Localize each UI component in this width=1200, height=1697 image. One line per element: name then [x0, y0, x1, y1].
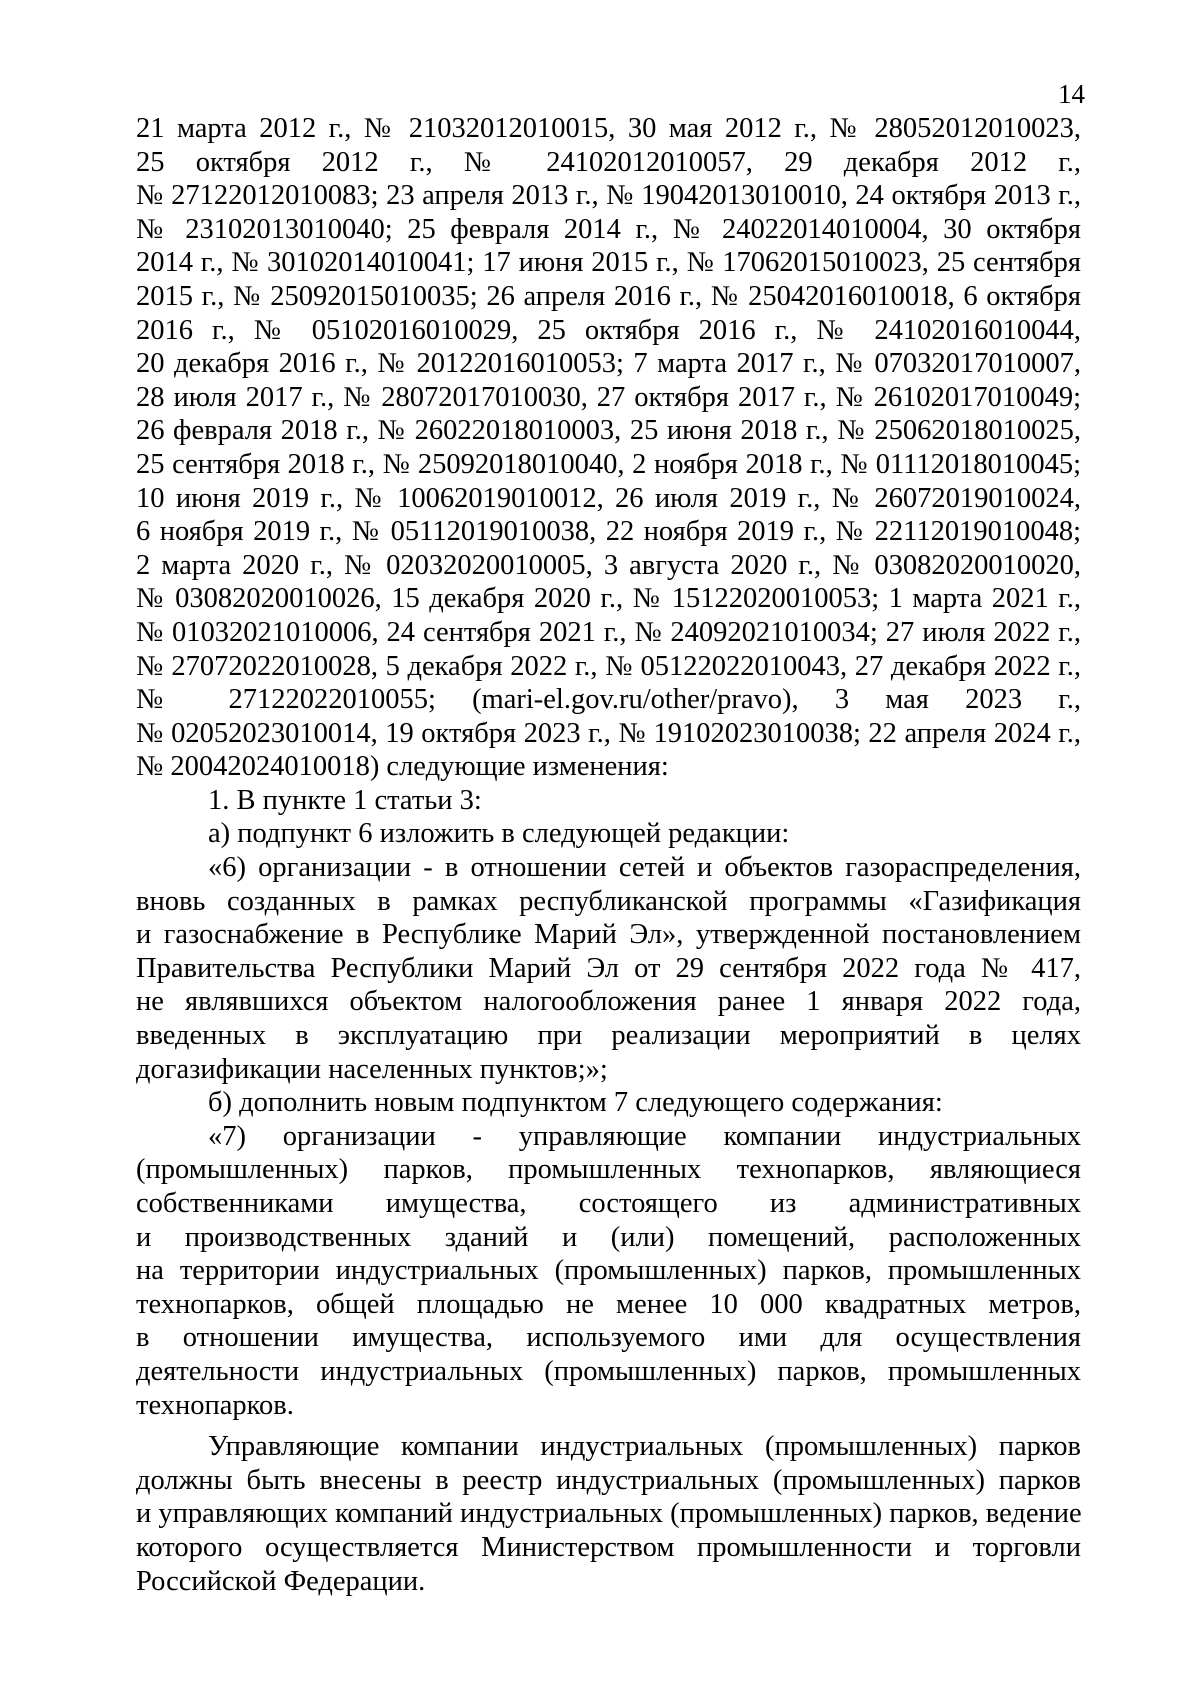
- text-line: деятельности индустриальных (промышленных) парков, промышленных: [136, 1355, 1081, 1387]
- text-line: Российской Федерации.: [136, 1565, 426, 1597]
- text-line: 1. В пункте 1 статьи 3:: [208, 784, 482, 816]
- text-line: № 27072022010028, 5 декабря 2022 г., № 05122022010043, 27 декабря 2022 г.,: [136, 650, 1081, 682]
- text-line: 21 марта 2012 г., № 21032012010015, 30 мая 2012 г., № 28052012010023,: [136, 113, 1081, 144]
- page-number: 14: [1058, 79, 1085, 109]
- text-line: технопарков.: [136, 1389, 294, 1421]
- text-line: и управляющих компаний индустриальных (промышленных) парков, ведение: [136, 1498, 1082, 1530]
- text-line: и производственных зданий и (или) помещений, расположенных: [136, 1221, 1081, 1253]
- text-line: 6 ноября 2019 г., № 05112019010038, 22 ноября 2019 г., № 22112019010048;: [136, 516, 1081, 548]
- text-line: которого осуществляется Министерством промышленности и торговли: [136, 1531, 1081, 1563]
- text-line: 2014 г., № 30102014010041; 17 июня 2015 г., № 17062015010023, 25 сентября: [136, 247, 1081, 279]
- text-line: технопарков, общей площадью не менее 10 000 квадратных метров,: [136, 1288, 1081, 1320]
- text-line: 25 октября 2012 г., № 24102012010057, 29 декабря 2012 г.,: [136, 146, 1081, 178]
- text-line: в отношении имущества, используемого ими для осуществления: [136, 1322, 1081, 1354]
- text-line: догазификации населенных пунктов;»;: [136, 1053, 608, 1085]
- text-line: введенных в эксплуатацию при реализации мероприятий в целях: [136, 1020, 1081, 1052]
- text-line: 26 февраля 2018 г., № 26022018010003, 25 июня 2018 г., № 25062018010025,: [136, 415, 1081, 447]
- text-line: б) дополнить новым подпунктом 7 следующего содержания:: [208, 1087, 943, 1119]
- text-line: № 01032021010006, 24 сентября 2021 г., № 24092021010034; 27 июля 2022 г.,: [136, 616, 1081, 648]
- text-line: не являвшихся объектом налогообложения ранее 1 января 2022 года,: [136, 986, 1081, 1018]
- text-line: 2015 г., № 25092015010035; 26 апреля 2016 г., № 25042016010018, 6 октября: [136, 280, 1081, 312]
- text-line: 20 декабря 2016 г., № 20122016010053; 7 марта 2017 г., № 07032017010007,: [136, 348, 1081, 380]
- text-line: на территории индустриальных (промышленных) парков, промышленных: [136, 1255, 1081, 1287]
- text-line: собственниками имущества, состоящего из административных: [136, 1188, 1081, 1219]
- text-line: вновь созданных в рамках республиканской программы «Газификация: [136, 885, 1081, 917]
- text-line: Правительства Республики Марий Эл от 29 сентября 2022 года № 417,: [136, 952, 1081, 984]
- text-line: № 27122012010083; 23 апреля 2013 г., № 19042013010010, 24 октября 2013 г.,: [136, 180, 1081, 212]
- text-line: Управляющие компании индустриальных (промышленных) парков: [208, 1431, 1081, 1463]
- text-line: 25 сентября 2018 г., № 25092018010040, 2 ноября 2018 г., № 01112018010045;: [136, 448, 1081, 480]
- text-line: № 23102013010040; 25 февраля 2014 г., № 24022014010004, 30 октября: [136, 213, 1081, 245]
- text-line: «6) организации - в отношении сетей и объектов газораспределения,: [208, 852, 1081, 884]
- text-line: (промышленных) парков, промышленных технопарков, являющиеся: [136, 1154, 1081, 1186]
- text-line: № 03082020010026, 15 декабря 2020 г., № 15122020010053; 1 марта 2021 г.,: [136, 583, 1081, 615]
- text-line: а) подпункт 6 изложить в следующей редакции:: [208, 818, 790, 850]
- text-line: должны быть внесены в реестр индустриальных (промышленных) парков: [136, 1464, 1081, 1496]
- document-body: [136, 112, 1081, 1598]
- text-line: «7) организации - управляющие компании индустриальных: [208, 1120, 1081, 1152]
- text-line: 28 июля 2017 г., № 28072017010030, 27 октября 2017 г., № 26102017010049;: [136, 381, 1081, 413]
- text-line: 10 июня 2019 г., № 10062019010012, 26 июля 2019 г., № 26072019010024,: [136, 482, 1081, 514]
- text-line: 2 марта 2020 г., № 02032020010005, 3 августа 2020 г., № 03082020010020,: [136, 549, 1081, 581]
- text-line: 2016 г., № 05102016010029, 25 октября 2016 г., № 24102016010044,: [136, 314, 1081, 346]
- text-line: № 20042024010018) следующие изменения:: [136, 751, 669, 783]
- text-line: № 27122022010055; (mari-el.gov.ru/other/pravo), 3 мая 2023 г.,: [136, 684, 1081, 716]
- text-line: и газоснабжение в Республике Марий Эл», утвержденной постановлением: [136, 919, 1081, 951]
- text-line: № 02052023010014, 19 октября 2023 г., № 19102023010038; 22 апреля 2024 г.,: [136, 717, 1081, 749]
- paragraph-gap: [136, 1422, 1081, 1430]
